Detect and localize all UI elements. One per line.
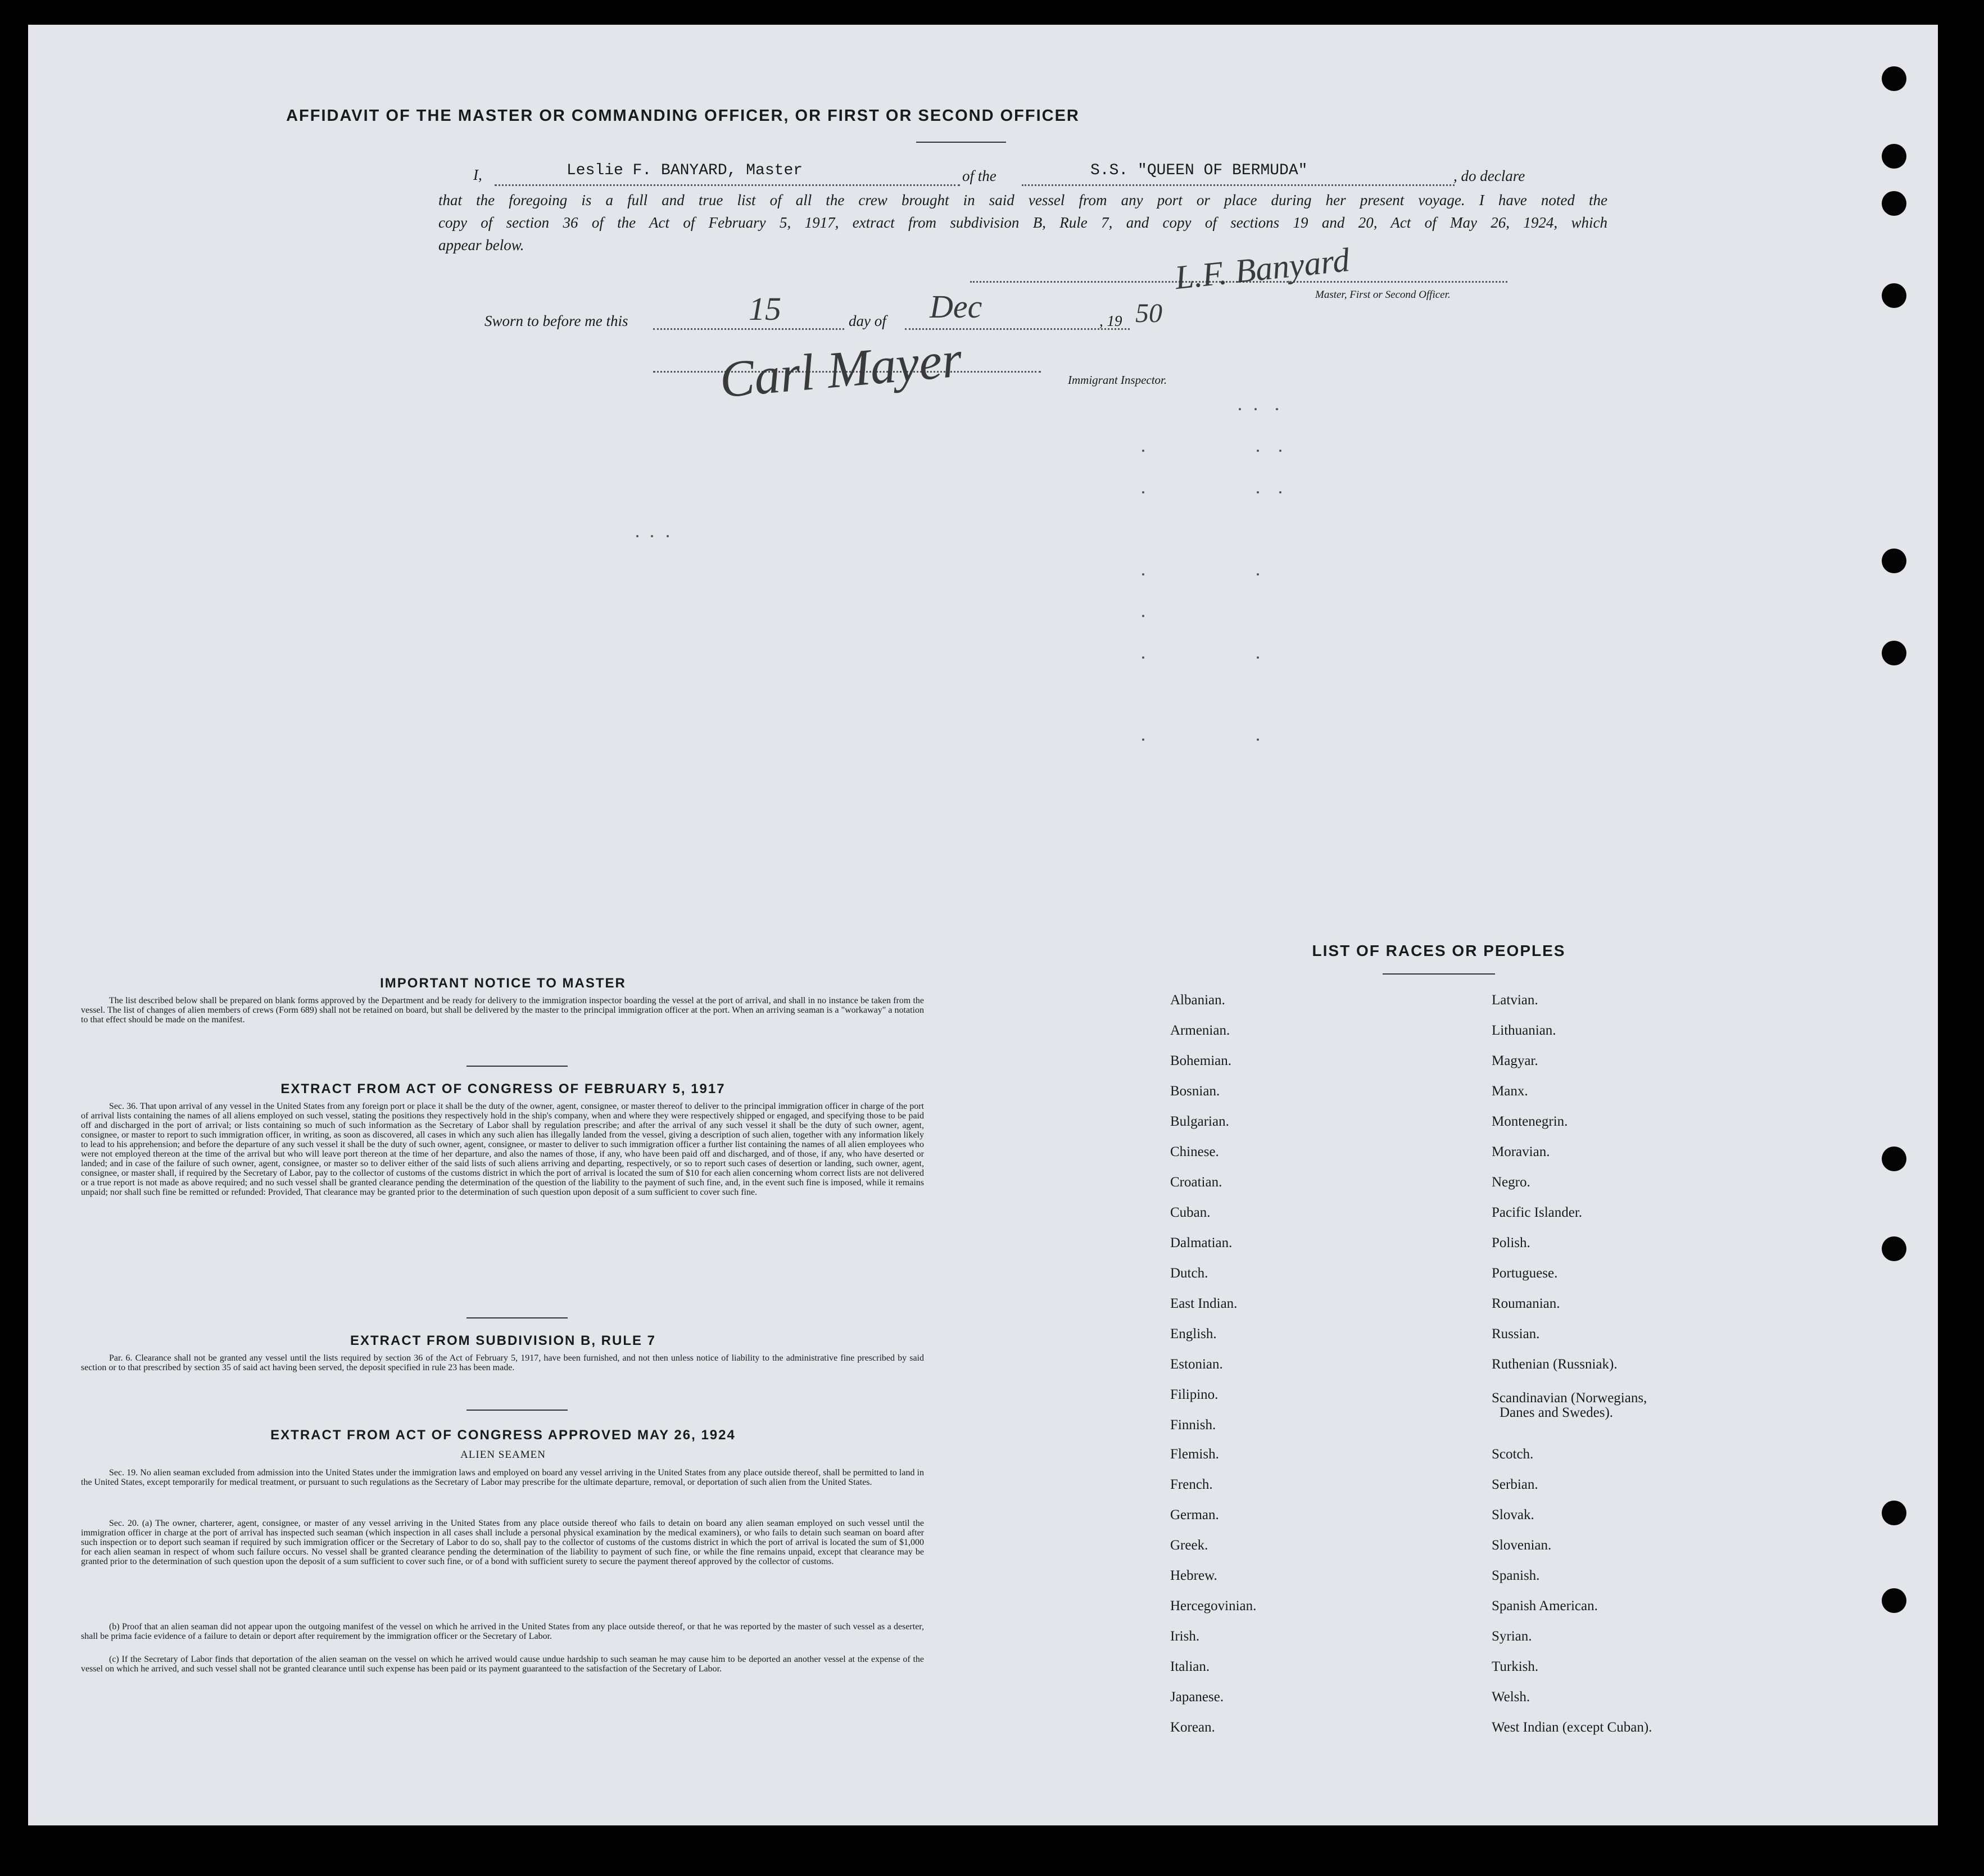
affidavit-line2: that the foregoing is a full and true list of all the crew brought in said vessel from any port or place during her present voyage. I have noted the <box>438 192 1607 209</box>
race-item: Bulgarian. <box>1170 1114 1229 1129</box>
affidavit-line3: copy of section 36 of the Act of February 5, 1917, extract from subdivision B, Rule 7, and copy of sections 19 and 20, Act of May 26, 1924, which <box>438 214 1607 231</box>
inspector-label: Immigrant Inspector. <box>1068 373 1167 387</box>
sec20a-body: Sec. 20. (a) The owner, charterer, agent, consignee, or master of any vessel arriving in the United States from any place outside thereof who fails to detain on board any alien seaman employed on such vessel until the immigration officer in charge at the port of arrival has inspected such seaman (which inspection in all cases shall include a personal physical examination by the medical examiners), or who fails to detain such seaman on board after such inspection or to deport such seaman if required by such immigration officer or the Secretary of Labor to do so, shall pay to the collector of customs of the customs district in which the port of arrival is located the sum of $1,000 for each alien seaman in respect of whom such failure occurs. No vessel shall be granted clearance pending the determination of the liability to payment of such fine, or while the fine remains unpaid, except that clearance may be granted prior to the determination of such question upon the deposit of a sum sufficient to cover such fine, or of a bond with sufficient surety to secure the payment thereof approved by the collector of customs. <box>81 1519 924 1566</box>
race-item: Serbian. <box>1492 1477 1538 1492</box>
notice-heading: IMPORTANT NOTICE TO MASTER <box>380 976 626 991</box>
sworn-prefix: Sworn to before me this <box>484 312 628 329</box>
binder-hole <box>1882 1147 1906 1171</box>
affidavit-of-the: of the <box>962 167 996 184</box>
race-item: Lithuanian. <box>1492 1023 1556 1038</box>
race-item: Cuban. <box>1170 1205 1211 1220</box>
race-item: Korean. <box>1170 1720 1215 1735</box>
race-item: Bosnian. <box>1170 1084 1220 1099</box>
rule7-body: Par. 6. Clearance shall not be granted any vessel until the lists required by section 36 of the Act of February 5, 1917, have been furnished, and not then unless notice of liability to the administrative fine prescribed by said section or to that prescribed by section 35 of said act having been served, the deposit specified in rule 23 has been made. <box>81 1353 924 1372</box>
binder-hole <box>1882 1236 1906 1261</box>
race-item: English. <box>1170 1326 1217 1342</box>
sec19-body: Sec. 19. No alien seaman excluded from admission into the United States under the immigration laws and employed on board any vessel arriving in the United States from any place outside thereof, shall be permitted to land in the United States, except temporarily for medical treatment, or pursuant to such regulations as the Secretary of Labor may prescribe for the ultimate departure, removal, or deportation of such alien from the United States. <box>81 1468 924 1487</box>
rule7-heading: EXTRACT FROM SUBDIVISION B, RULE 7 <box>350 1333 656 1348</box>
binder-hole <box>1882 191 1906 216</box>
race-item: Russian. <box>1492 1326 1540 1342</box>
vessel-name-field: S.S. "QUEEN OF BERMUDA" <box>1090 162 1308 179</box>
race-item: Irish. <box>1170 1629 1200 1644</box>
divider <box>466 1066 568 1067</box>
race-item: Estonian. <box>1170 1357 1223 1372</box>
race-item: Roumanian. <box>1492 1296 1560 1311</box>
day-handwritten: 15 <box>749 291 781 327</box>
alien-seamen-subheading: ALIEN SEAMEN <box>460 1449 546 1461</box>
day-of-label: day of <box>849 312 886 329</box>
binder-hole <box>1882 1588 1906 1613</box>
race-item: Slovak. <box>1492 1507 1534 1522</box>
race-item: Dalmatian. <box>1170 1235 1233 1250</box>
extract-1924-heading: EXTRACT FROM ACT OF CONGRESS APPROVED MAY 26, 1924 <box>270 1428 736 1443</box>
master-name-field: Leslie F. BANYARD, Master <box>567 162 803 179</box>
race-item: Croatian. <box>1170 1175 1222 1190</box>
race-item: Dutch. <box>1170 1266 1208 1281</box>
year-handwritten: 50 <box>1135 298 1162 328</box>
race-item: Hebrew. <box>1170 1568 1217 1583</box>
race-item: Polish. <box>1492 1235 1530 1250</box>
race-item: Armenian. <box>1170 1023 1230 1038</box>
races-divider <box>1383 973 1495 975</box>
affidavit-do-declare: , do declare <box>1453 167 1525 184</box>
inspector-signature: Carl Mayer <box>717 330 964 409</box>
race-item: Latvian. <box>1492 993 1538 1008</box>
race-item: Scotch. <box>1492 1447 1534 1462</box>
race-item: Filipino. <box>1170 1387 1219 1402</box>
race-item: French. <box>1170 1477 1213 1492</box>
month-handwritten: Dec <box>930 288 982 325</box>
race-item: Finnish. <box>1170 1417 1216 1433</box>
month-line <box>905 328 1130 330</box>
binder-hole <box>1882 641 1906 665</box>
race-item: Spanish American. <box>1492 1598 1598 1614</box>
race-item: Italian. <box>1170 1659 1210 1674</box>
day-line <box>653 328 844 330</box>
race-item: Portuguese. <box>1492 1266 1558 1281</box>
sec20c-body: (c) If the Secretary of Labor finds that deportation of the alien seaman on the vessel on which he arrived would cause undue hardship to such seaman he may cause him to be deported an another vessel at the expense of the vessel on which he arrived, and such vessel shall not be granted clearance until such expense has been paid or its payment guaranteed to the satisfaction of the Secretary of Labor. <box>81 1655 924 1674</box>
race-item: East Indian. <box>1170 1296 1238 1311</box>
race-item: Negro. <box>1492 1175 1530 1190</box>
race-item: West Indian (except Cuban). <box>1492 1720 1652 1735</box>
vessel-line <box>1022 184 1455 186</box>
binder-hole <box>1882 66 1906 91</box>
binder-hole <box>1882 549 1906 573</box>
race-item: Montenegrin. <box>1492 1114 1568 1129</box>
race-item: Slovenian. <box>1492 1538 1552 1553</box>
races-heading: LIST OF RACES OR PEOPLES <box>1312 942 1566 959</box>
divider <box>466 1410 568 1411</box>
race-item: Manx. <box>1492 1084 1528 1099</box>
name-line <box>495 184 960 186</box>
race-item: Spanish. <box>1492 1568 1540 1583</box>
race-item: Pacific Islander. <box>1492 1205 1583 1220</box>
race-item: Albanian. <box>1170 993 1225 1008</box>
sec20b-body: (b) Proof that an alien seaman did not appear upon the outgoing manifest of the vessel on which he arrived in the United States from any place outside thereof, or that he was reported by the master of such vessel as a deserter, shall be prima facie evidence of a failure to detain or deport after requirement by the immigration officer or the Secretary of Labor. <box>81 1622 924 1641</box>
race-item: Moravian. <box>1492 1144 1550 1159</box>
divider <box>466 1317 568 1318</box>
race-item: Bohemian. <box>1170 1053 1232 1068</box>
race-item: Turkish. <box>1492 1659 1539 1674</box>
binder-hole <box>1882 283 1906 308</box>
extract-1917-body: Sec. 36. That upon arrival of any vessel in the United States from any foreign port or place it shall be the duty of the owner, agent, consignee, or master thereof to deliver to the principal immigration officer in charge of the port of arrival lists containing the names of all aliens employed on such vessel, stating the positions they respectively hold in the ship's company, when and where they were respectively shipped or engaged, and specifying those to be paid off and discharged in the port of arrival; or lists containing so much of such information as the Secretary of Labor shall by regulation prescribe; and after the arrival of any such vessel it shall be the duty of such owner, agent, consignee, or master to report to such immigration officer, in writing, as soon as discovered, all cases in which any such alien has illegally landed from the vessel, giving a description of such alien, together with any information likely to lead to his apprehension; and before the departure of any such vessel it shall be the duty of such owner, agent, consignee, or master to deliver to such immigration officer a further list containing the names of all alien employees who were not employed thereon at the time of the arrival but who will leave port thereon at the time of her departure, and also the names of those, if any, who have been paid off and discharged, and of those, if any, who have deserted or landed; and in case of the failure of such owner, agent, consignee, or master so to deliver either of the said lists of such aliens arriving and departing, respectively, or so to report such cases of desertion or landing, such owner, agent, consignee, or master shall, if required by the Secretary of Labor, pay to the collector of customs of the customs district in which the port of arrival is located the sum of $10 for each alien concerning whom correct lists are not delivered or a true report is not made as above required; and no such vessel shall be granted clearance pending the determination of the question of the liability to the payment of such fine, and, in the event such fine is imposed, while it remains unpaid; nor shall such fine be remitted or refunded: Provided, That clearance may be granted prior to the determination of such question upon deposit of a sum sufficient to cover such fine. <box>81 1102 924 1197</box>
race-item: Scandinavian (Norwegians, <box>1492 1390 1647 1406</box>
race-item: German. <box>1170 1507 1219 1522</box>
affidavit-title: AFFIDAVIT OF THE MASTER OR COMMANDING OFFICER, OR FIRST OR SECOND OFFICER <box>286 107 1080 125</box>
race-item: Welsh. <box>1492 1689 1530 1705</box>
master-officer-label: Master, First or Second Officer. <box>1315 289 1451 301</box>
race-item: Danes and Swedes). <box>1500 1405 1614 1420</box>
race-item: Flemish. <box>1170 1447 1219 1462</box>
race-item: Japanese. <box>1170 1689 1224 1705</box>
notice-body: The list described below shall be prepared on blank forms approved by the Department and be ready for delivery to the immigration inspector boarding the vessel at the port of arrival, and shall in no instance be taken from the vessel. The list of changes of alien members of crews (Form 689) shall not be retained on board, but shall be delivered by the master to the principal immigration officer at the port. When an arriving seaman is a "workaway" a notation to that effect should be made on the manifest. <box>81 996 924 1025</box>
affidavit-i-label: I, <box>473 166 482 183</box>
binder-hole <box>1882 144 1906 169</box>
race-item: Magyar. <box>1492 1053 1538 1068</box>
document-sheet <box>28 25 1938 1825</box>
affidavit-line4: appear below. <box>438 237 524 253</box>
race-item: Chinese. <box>1170 1144 1219 1159</box>
race-item: Greek. <box>1170 1538 1208 1553</box>
binder-hole <box>1882 1501 1906 1525</box>
title-divider <box>916 142 1006 143</box>
year-prefix: , 19 <box>1099 312 1122 329</box>
race-item: Ruthenian (Russniak). <box>1492 1357 1618 1372</box>
race-item: Hercegovinian. <box>1170 1598 1257 1614</box>
master-signature: L.F. Banyard <box>1173 241 1352 297</box>
race-item: Syrian. <box>1492 1629 1532 1644</box>
extract-1917-heading: EXTRACT FROM ACT OF CONGRESS OF FEBRUARY 5, 1917 <box>280 1081 726 1096</box>
